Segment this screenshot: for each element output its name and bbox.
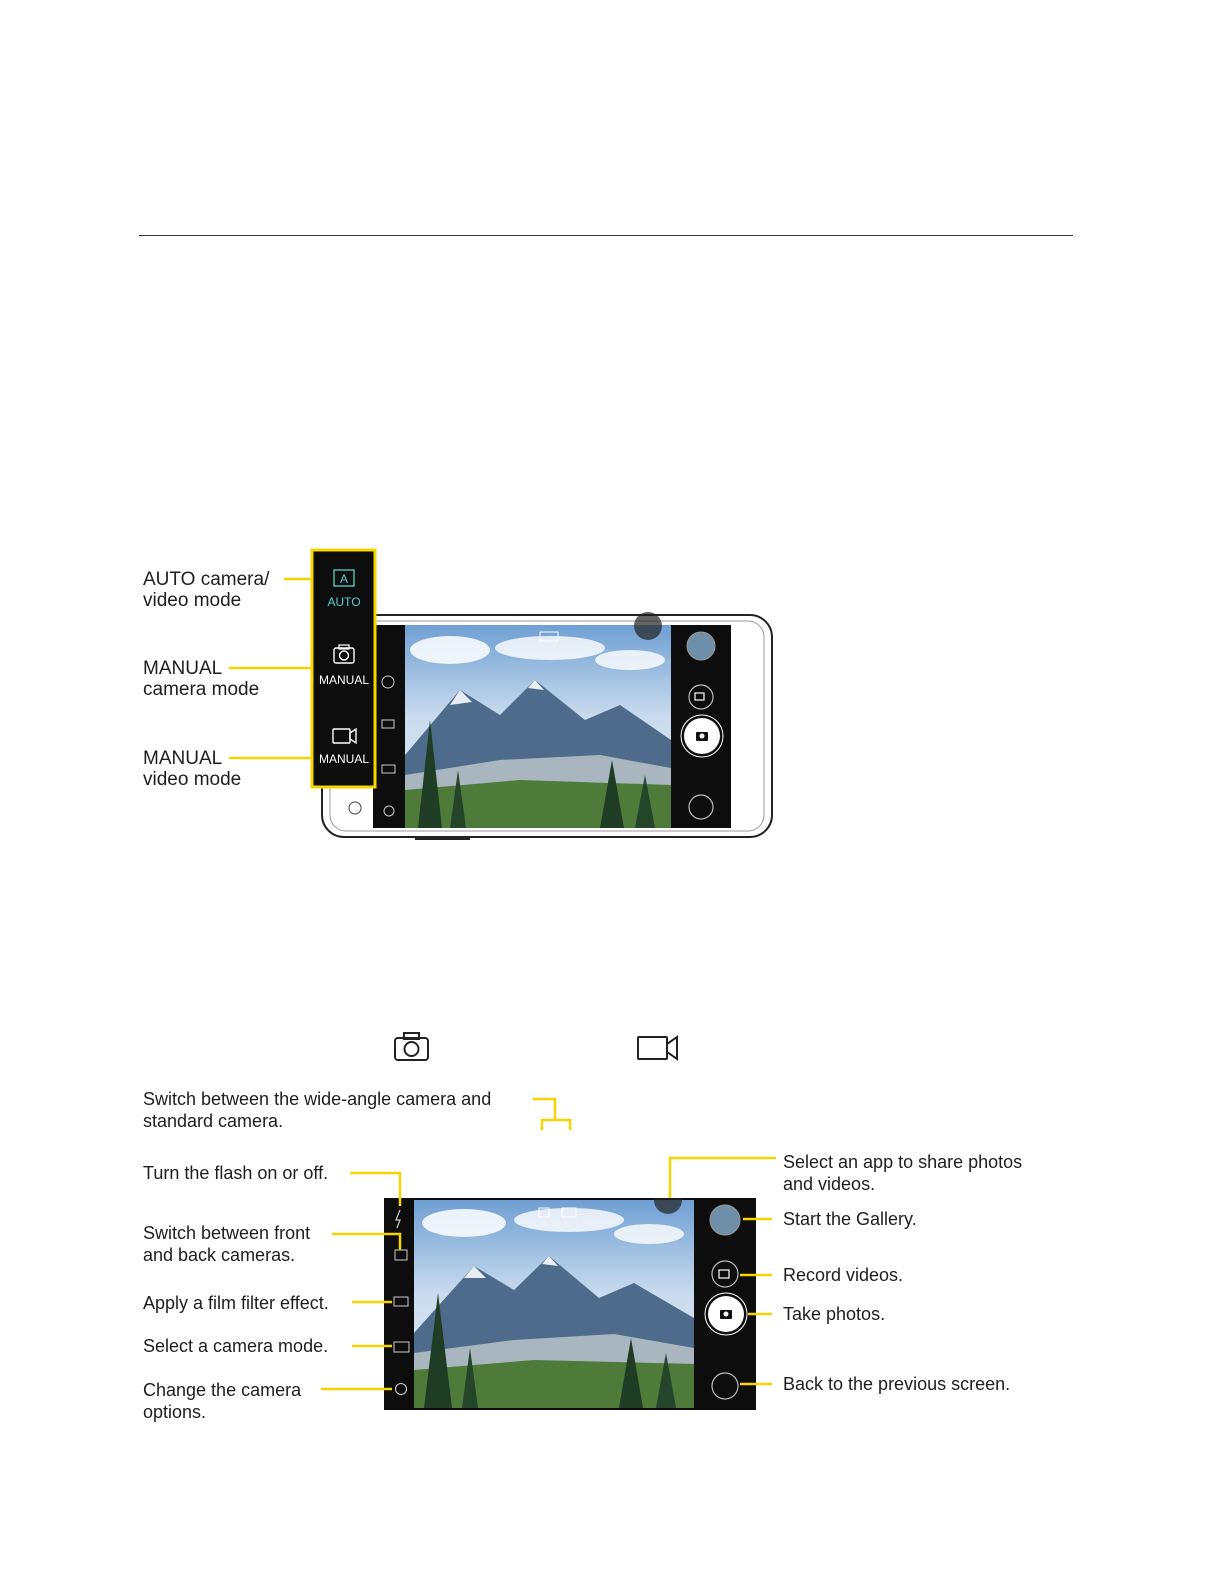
label-share: Select an app to share photos and videos. bbox=[783, 1152, 1023, 1194]
label-camera-options: Change the camera options. bbox=[143, 1380, 302, 1422]
label-record-videos: Record videos. bbox=[783, 1265, 904, 1285]
label-front-back-camera: Switch between front and back cameras. bbox=[143, 1223, 311, 1265]
label-auto-mode: AUTO camera/ video mode bbox=[143, 569, 270, 611]
label-flash: Turn the flash on or off. bbox=[143, 1163, 329, 1183]
manual-video-label: MANUAL bbox=[318, 752, 370, 766]
figure-camera-screen bbox=[0, 1080, 1224, 1440]
video-camera-icon bbox=[636, 1034, 680, 1062]
auto-mode-label: AUTO bbox=[327, 595, 361, 609]
label-manual-video-mode: MANUAL video mode bbox=[143, 748, 242, 790]
label-manual-camera-mode: MANUAL camera mode bbox=[143, 658, 260, 700]
manual-camera-label: MANUAL bbox=[318, 673, 370, 687]
label-wide-angle: Switch between the wide-angle camera and standard camera. bbox=[143, 1089, 492, 1131]
camera-icon bbox=[393, 1030, 431, 1062]
label-film-filter: Apply a film filter effect. bbox=[143, 1293, 329, 1313]
label-back: Back to the previous screen. bbox=[783, 1374, 1011, 1394]
label-camera-mode: Select a camera mode. bbox=[143, 1336, 329, 1356]
label-take-photos: Take photos. bbox=[783, 1304, 886, 1324]
label-gallery: Start the Gallery. bbox=[783, 1209, 917, 1229]
auto-icon-letter: A bbox=[339, 572, 349, 586]
